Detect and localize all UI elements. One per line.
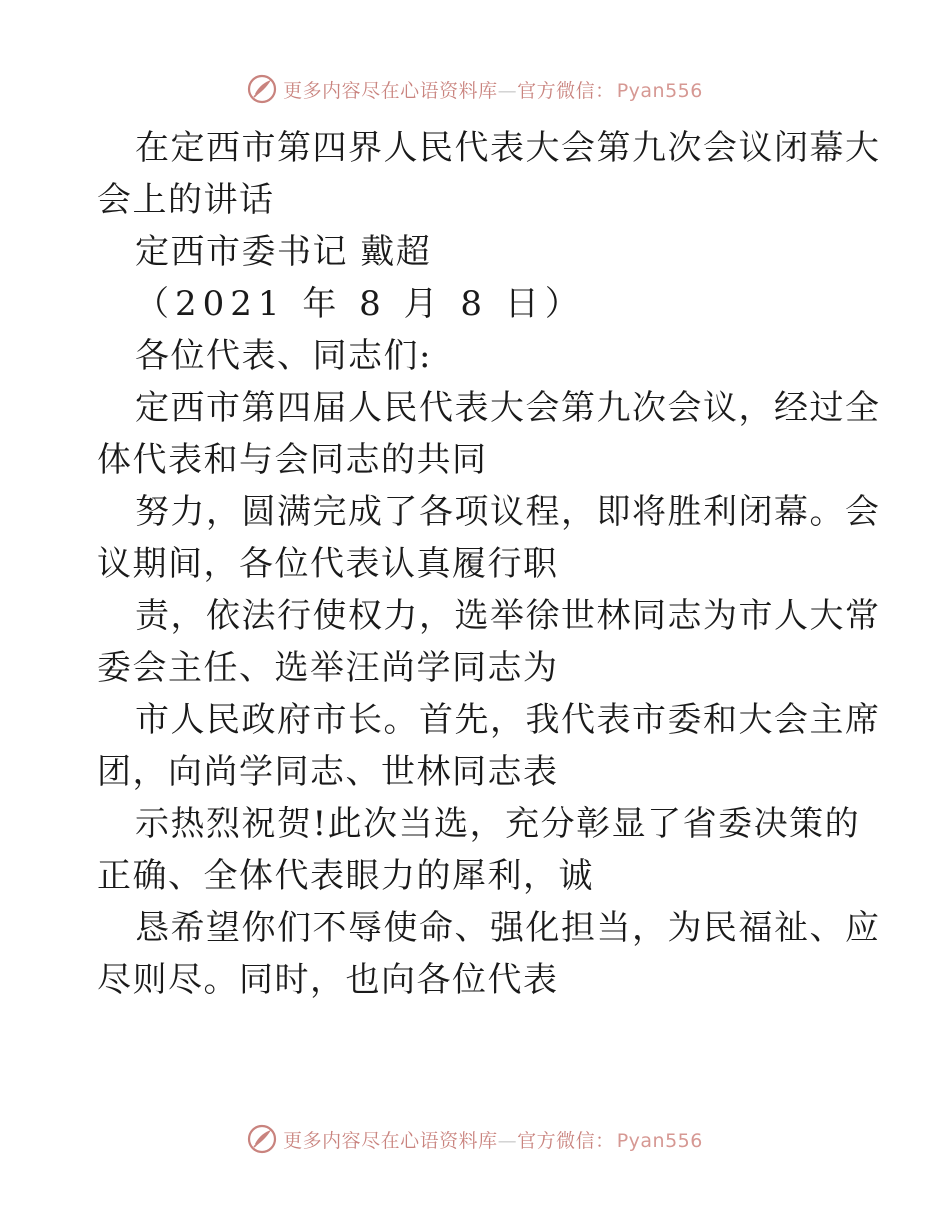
document-body <box>97 122 881 1006</box>
paragraph-line: 体代表和与会同志的共同 <box>97 440 488 480</box>
date-line: （2021 年 8 月 8 日） <box>135 284 585 324</box>
quill-logo-icon <box>247 74 277 104</box>
watermark-wechat-id: Pyan556 <box>616 79 703 102</box>
watermark-dash: — <box>497 79 518 102</box>
watermark-text <box>283 76 703 103</box>
paragraph-line: 尽则尽。同时，也向各位代表 <box>97 960 559 1000</box>
watermark-official: 官方微信： <box>517 1129 615 1152</box>
paragraph-line: 团，向尚学同志、世林同志表 <box>97 752 559 792</box>
header-watermark <box>0 72 950 106</box>
watermark-main: 更多内容尽在心语资料库 <box>283 1129 498 1152</box>
paragraph-line: 恳希望你们不辱使命、强化担当，为民福祉、应 <box>135 908 881 948</box>
paragraph-line: 市人民政府市长。首先，我代表市委和大会主席 <box>135 700 881 740</box>
watermark-official: 官方微信： <box>517 79 615 102</box>
paragraph-line: 议期间，各位代表认真履行职 <box>97 544 559 584</box>
title-line-2: 会上的讲话 <box>97 180 275 220</box>
paragraph-line: 委会主任、选举汪尚学同志为 <box>97 648 559 688</box>
paragraph-line: 努力，圆满完成了各项议程，即将胜利闭幕。会 <box>135 492 881 532</box>
quill-logo-icon <box>247 1124 277 1154</box>
watermark-dash: — <box>497 1129 518 1152</box>
salutation-line: 各位代表、同志们: <box>135 336 432 376</box>
watermark-main: 更多内容尽在心语资料库 <box>283 79 498 102</box>
title-line-1: 在定西市第四界人民代表大会第九次会议闭幕大 <box>135 128 881 168</box>
watermark-text <box>283 1126 703 1153</box>
paragraph-line: 定西市第四届人民代表大会第九次会议，经过全 <box>135 388 881 428</box>
footer-watermark <box>0 1122 950 1156</box>
paragraph-line: 示热烈祝贺!此次当选，充分彰显了省委决策的 <box>135 804 861 844</box>
author-line: 定西市委书记 戴超 <box>135 232 432 272</box>
watermark-wechat-id: Pyan556 <box>616 1129 703 1152</box>
paragraph-line: 正确、全体代表眼力的犀利，诚 <box>97 856 594 896</box>
paragraph-line: 责，依法行使权力，选举徐世林同志为市人大常 <box>135 596 881 636</box>
